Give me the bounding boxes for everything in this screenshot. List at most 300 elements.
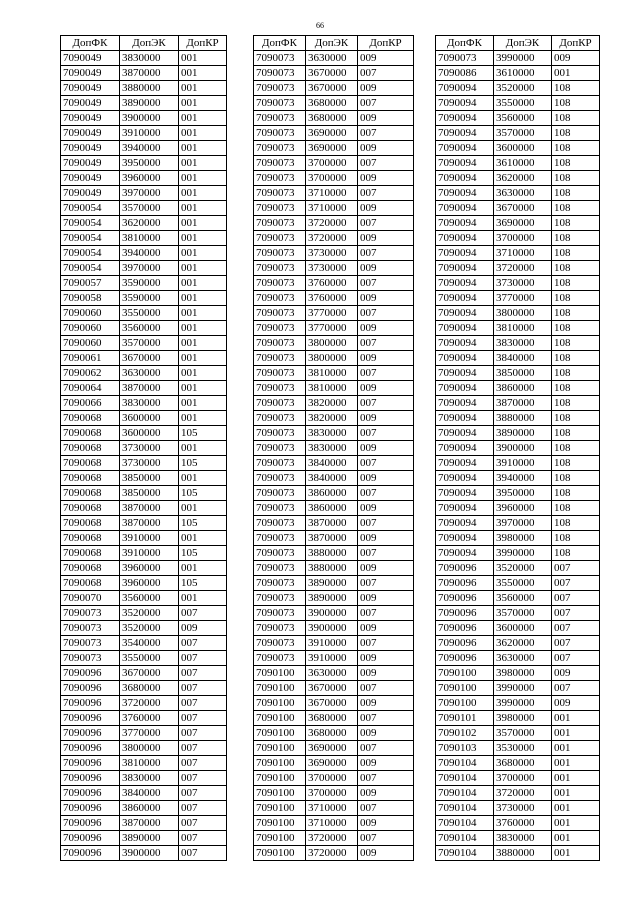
column-header-dopfk: ДопФК bbox=[254, 36, 306, 51]
cell-dopfk: 7090057 bbox=[61, 276, 120, 291]
cell-dopek: 3520000 bbox=[494, 561, 552, 576]
cell-dopkr: 009 bbox=[358, 111, 414, 126]
table-row bbox=[436, 426, 600, 441]
table-row bbox=[61, 411, 227, 426]
table-row bbox=[254, 396, 414, 411]
cell-dopfk: 7090054 bbox=[61, 246, 120, 261]
cell-dopkr: 105 bbox=[179, 426, 227, 441]
table-row bbox=[61, 621, 227, 636]
cell-dopfk: 7090096 bbox=[436, 651, 494, 666]
cell-dopek: 3720000 bbox=[306, 216, 358, 231]
table-row bbox=[436, 816, 600, 831]
cell-dopfk: 7090086 bbox=[436, 66, 494, 81]
cell-dopfk: 7090073 bbox=[254, 66, 306, 81]
table-row bbox=[61, 276, 227, 291]
cell-dopek: 3630000 bbox=[306, 51, 358, 66]
cell-dopkr: 001 bbox=[552, 801, 600, 816]
cell-dopek: 3690000 bbox=[494, 216, 552, 231]
cell-dopek: 3860000 bbox=[306, 501, 358, 516]
cell-dopkr: 009 bbox=[358, 666, 414, 681]
table-row bbox=[436, 351, 600, 366]
cell-dopkr: 001 bbox=[179, 591, 227, 606]
table-row bbox=[254, 426, 414, 441]
cell-dopfk: 7090073 bbox=[254, 636, 306, 651]
table-row bbox=[254, 711, 414, 726]
cell-dopfk: 7090073 bbox=[61, 651, 120, 666]
cell-dopek: 3520000 bbox=[494, 81, 552, 96]
cell-dopek: 3870000 bbox=[120, 66, 179, 81]
cell-dopfk: 7090049 bbox=[61, 66, 120, 81]
cell-dopfk: 7090100 bbox=[254, 726, 306, 741]
table-row bbox=[254, 246, 414, 261]
cell-dopkr: 108 bbox=[552, 546, 600, 561]
cell-dopkr: 108 bbox=[552, 276, 600, 291]
table-row bbox=[436, 471, 600, 486]
table-row bbox=[436, 186, 600, 201]
cell-dopkr: 007 bbox=[179, 651, 227, 666]
cell-dopfk: 7090100 bbox=[254, 681, 306, 696]
cell-dopkr: 009 bbox=[358, 261, 414, 276]
cell-dopfk: 7090094 bbox=[436, 486, 494, 501]
cell-dopfk: 7090094 bbox=[436, 396, 494, 411]
table-row bbox=[436, 291, 600, 306]
cell-dopfk: 7090073 bbox=[254, 531, 306, 546]
cell-dopek: 3800000 bbox=[306, 336, 358, 351]
cell-dopkr: 009 bbox=[358, 756, 414, 771]
cell-dopfk: 7090073 bbox=[254, 486, 306, 501]
cell-dopkr: 007 bbox=[552, 636, 600, 651]
cell-dopkr: 009 bbox=[358, 531, 414, 546]
table-row bbox=[254, 291, 414, 306]
cell-dopfk: 7090100 bbox=[254, 696, 306, 711]
cell-dopkr: 009 bbox=[358, 201, 414, 216]
table-row bbox=[436, 246, 600, 261]
cell-dopek: 3720000 bbox=[120, 696, 179, 711]
cell-dopfk: 7090073 bbox=[254, 441, 306, 456]
cell-dopek: 3710000 bbox=[306, 201, 358, 216]
cell-dopkr: 007 bbox=[179, 636, 227, 651]
cell-dopfk: 7090073 bbox=[254, 411, 306, 426]
cell-dopek: 3870000 bbox=[494, 396, 552, 411]
cell-dopek: 3550000 bbox=[120, 306, 179, 321]
table-row bbox=[254, 66, 414, 81]
cell-dopek: 3900000 bbox=[306, 621, 358, 636]
table-row bbox=[61, 471, 227, 486]
table-row bbox=[61, 126, 227, 141]
cell-dopek: 3700000 bbox=[306, 786, 358, 801]
cell-dopkr: 009 bbox=[358, 81, 414, 96]
cell-dopkr: 007 bbox=[179, 831, 227, 846]
cell-dopek: 3840000 bbox=[120, 786, 179, 801]
cell-dopkr: 108 bbox=[552, 411, 600, 426]
cell-dopkr: 001 bbox=[552, 711, 600, 726]
table-row bbox=[254, 351, 414, 366]
cell-dopfk: 7090073 bbox=[254, 576, 306, 591]
column-header-dopfk: ДопФК bbox=[61, 36, 120, 51]
cell-dopfk: 7090073 bbox=[254, 231, 306, 246]
cell-dopkr: 009 bbox=[358, 501, 414, 516]
cell-dopfk: 7090062 bbox=[61, 366, 120, 381]
cell-dopek: 3710000 bbox=[306, 816, 358, 831]
table-row bbox=[436, 276, 600, 291]
table-row bbox=[254, 801, 414, 816]
cell-dopek: 3610000 bbox=[494, 66, 552, 81]
cell-dopek: 3880000 bbox=[306, 546, 358, 561]
cell-dopek: 3700000 bbox=[494, 231, 552, 246]
cell-dopkr: 007 bbox=[358, 66, 414, 81]
table-row bbox=[254, 831, 414, 846]
cell-dopkr: 007 bbox=[179, 606, 227, 621]
cell-dopkr: 001 bbox=[179, 51, 227, 66]
cell-dopek: 3670000 bbox=[306, 66, 358, 81]
cell-dopkr: 105 bbox=[179, 576, 227, 591]
cell-dopfk: 7090064 bbox=[61, 381, 120, 396]
cell-dopek: 3850000 bbox=[120, 471, 179, 486]
cell-dopfk: 7090094 bbox=[436, 246, 494, 261]
cell-dopfk: 7090094 bbox=[436, 141, 494, 156]
cell-dopfk: 7090100 bbox=[254, 666, 306, 681]
cell-dopkr: 001 bbox=[552, 726, 600, 741]
table-row bbox=[61, 666, 227, 681]
cell-dopek: 3590000 bbox=[120, 276, 179, 291]
cell-dopfk: 7090096 bbox=[61, 771, 120, 786]
cell-dopek: 3830000 bbox=[306, 426, 358, 441]
table-row bbox=[436, 156, 600, 171]
cell-dopek: 3600000 bbox=[494, 621, 552, 636]
cell-dopfk: 7090094 bbox=[436, 471, 494, 486]
cell-dopek: 3550000 bbox=[494, 576, 552, 591]
cell-dopfk: 7090073 bbox=[61, 606, 120, 621]
cell-dopfk: 7090104 bbox=[436, 771, 494, 786]
table-row bbox=[254, 681, 414, 696]
cell-dopfk: 7090073 bbox=[61, 621, 120, 636]
table-row bbox=[436, 141, 600, 156]
cell-dopkr: 001 bbox=[179, 231, 227, 246]
cell-dopkr: 108 bbox=[552, 471, 600, 486]
cell-dopek: 3600000 bbox=[120, 411, 179, 426]
cell-dopfk: 7090073 bbox=[254, 186, 306, 201]
table-row bbox=[61, 546, 227, 561]
table-row bbox=[61, 636, 227, 651]
cell-dopkr: 001 bbox=[552, 66, 600, 81]
cell-dopkr: 007 bbox=[358, 546, 414, 561]
cell-dopfk: 7090094 bbox=[436, 411, 494, 426]
cell-dopek: 3680000 bbox=[494, 756, 552, 771]
cell-dopek: 3870000 bbox=[306, 531, 358, 546]
cell-dopkr: 108 bbox=[552, 306, 600, 321]
cell-dopek: 3770000 bbox=[306, 321, 358, 336]
cell-dopek: 3680000 bbox=[306, 96, 358, 111]
cell-dopkr: 108 bbox=[552, 426, 600, 441]
table-row bbox=[254, 276, 414, 291]
table-header-row bbox=[436, 36, 600, 51]
cell-dopek: 3910000 bbox=[306, 651, 358, 666]
table-row bbox=[61, 351, 227, 366]
cell-dopek: 3570000 bbox=[120, 201, 179, 216]
cell-dopfk: 7090068 bbox=[61, 531, 120, 546]
table-row bbox=[436, 336, 600, 351]
cell-dopek: 3720000 bbox=[306, 846, 358, 861]
cell-dopfk: 7090049 bbox=[61, 171, 120, 186]
cell-dopkr: 007 bbox=[179, 741, 227, 756]
cell-dopkr: 007 bbox=[358, 96, 414, 111]
cell-dopkr: 001 bbox=[179, 111, 227, 126]
cell-dopkr: 001 bbox=[179, 351, 227, 366]
cell-dopek: 3980000 bbox=[494, 666, 552, 681]
cell-dopkr: 001 bbox=[179, 396, 227, 411]
cell-dopkr: 108 bbox=[552, 366, 600, 381]
table-row bbox=[436, 231, 600, 246]
cell-dopkr: 009 bbox=[358, 696, 414, 711]
table-row bbox=[254, 846, 414, 861]
cell-dopkr: 007 bbox=[552, 621, 600, 636]
cell-dopkr: 108 bbox=[552, 111, 600, 126]
table-row bbox=[61, 786, 227, 801]
cell-dopek: 3950000 bbox=[494, 486, 552, 501]
cell-dopfk: 7090094 bbox=[436, 381, 494, 396]
table-row bbox=[254, 156, 414, 171]
table-row bbox=[61, 801, 227, 816]
cell-dopkr: 007 bbox=[358, 801, 414, 816]
cell-dopfk: 7090049 bbox=[61, 111, 120, 126]
table-row bbox=[436, 306, 600, 321]
cell-dopek: 3850000 bbox=[494, 366, 552, 381]
cell-dopfk: 7090094 bbox=[436, 96, 494, 111]
table-row bbox=[436, 126, 600, 141]
cell-dopkr: 108 bbox=[552, 456, 600, 471]
table-row bbox=[436, 786, 600, 801]
column-header-dopek: ДопЭК bbox=[120, 36, 179, 51]
table-row bbox=[61, 291, 227, 306]
cell-dopek: 3620000 bbox=[494, 636, 552, 651]
cell-dopkr: 001 bbox=[552, 816, 600, 831]
cell-dopek: 3570000 bbox=[494, 726, 552, 741]
cell-dopkr: 007 bbox=[358, 606, 414, 621]
cell-dopkr: 009 bbox=[358, 171, 414, 186]
cell-dopek: 3990000 bbox=[494, 546, 552, 561]
table-row bbox=[254, 381, 414, 396]
cell-dopek: 3890000 bbox=[120, 96, 179, 111]
table-row bbox=[436, 681, 600, 696]
cell-dopkr: 001 bbox=[179, 81, 227, 96]
table-row bbox=[254, 126, 414, 141]
cell-dopek: 3880000 bbox=[494, 846, 552, 861]
cell-dopkr: 108 bbox=[552, 321, 600, 336]
cell-dopek: 3730000 bbox=[306, 246, 358, 261]
cell-dopkr: 009 bbox=[552, 696, 600, 711]
cell-dopfk: 7090094 bbox=[436, 426, 494, 441]
cell-dopek: 3700000 bbox=[306, 771, 358, 786]
cell-dopek: 3810000 bbox=[306, 381, 358, 396]
table-row bbox=[254, 141, 414, 156]
cell-dopfk: 7090096 bbox=[61, 666, 120, 681]
table-row bbox=[61, 531, 227, 546]
table-row bbox=[254, 666, 414, 681]
table-body bbox=[61, 51, 227, 861]
cell-dopfk: 7090073 bbox=[254, 156, 306, 171]
column-header-dopkr: ДопКР bbox=[358, 36, 414, 51]
cell-dopfk: 7090096 bbox=[61, 816, 120, 831]
table-row bbox=[436, 396, 600, 411]
cell-dopkr: 007 bbox=[358, 246, 414, 261]
cell-dopek: 3720000 bbox=[306, 231, 358, 246]
table-row bbox=[436, 606, 600, 621]
table-row bbox=[61, 771, 227, 786]
cell-dopkr: 108 bbox=[552, 441, 600, 456]
cell-dopek: 3700000 bbox=[306, 156, 358, 171]
cell-dopkr: 001 bbox=[179, 96, 227, 111]
cell-dopek: 3620000 bbox=[120, 216, 179, 231]
table-row bbox=[61, 816, 227, 831]
cell-dopfk: 7090104 bbox=[436, 846, 494, 861]
cell-dopkr: 009 bbox=[358, 291, 414, 306]
cell-dopfk: 7090073 bbox=[254, 336, 306, 351]
table-row bbox=[254, 756, 414, 771]
cell-dopek: 3690000 bbox=[306, 141, 358, 156]
table-row bbox=[61, 156, 227, 171]
cell-dopkr: 001 bbox=[179, 501, 227, 516]
cell-dopek: 3810000 bbox=[120, 231, 179, 246]
cell-dopkr: 007 bbox=[179, 711, 227, 726]
cell-dopfk: 7090068 bbox=[61, 471, 120, 486]
cell-dopfk: 7090073 bbox=[254, 456, 306, 471]
cell-dopfk: 7090060 bbox=[61, 321, 120, 336]
cell-dopfk: 7090101 bbox=[436, 711, 494, 726]
cell-dopek: 3690000 bbox=[306, 756, 358, 771]
table-row bbox=[61, 756, 227, 771]
cell-dopek: 3730000 bbox=[494, 276, 552, 291]
cell-dopfk: 7090073 bbox=[254, 141, 306, 156]
cell-dopek: 3890000 bbox=[306, 591, 358, 606]
cell-dopek: 3530000 bbox=[494, 741, 552, 756]
cell-dopek: 3540000 bbox=[120, 636, 179, 651]
cell-dopkr: 009 bbox=[358, 846, 414, 861]
cell-dopfk: 7090073 bbox=[254, 276, 306, 291]
cell-dopek: 3600000 bbox=[120, 426, 179, 441]
cell-dopek: 3940000 bbox=[120, 246, 179, 261]
cell-dopek: 3590000 bbox=[120, 291, 179, 306]
cell-dopek: 3760000 bbox=[306, 276, 358, 291]
cell-dopfk: 7090100 bbox=[254, 801, 306, 816]
cell-dopek: 3960000 bbox=[120, 576, 179, 591]
cell-dopkr: 108 bbox=[552, 501, 600, 516]
cell-dopfk: 7090096 bbox=[61, 801, 120, 816]
cell-dopkr: 001 bbox=[552, 846, 600, 861]
cell-dopfk: 7090094 bbox=[436, 516, 494, 531]
cell-dopfk: 7090096 bbox=[61, 786, 120, 801]
cell-dopfk: 7090100 bbox=[436, 666, 494, 681]
cell-dopfk: 7090104 bbox=[436, 831, 494, 846]
cell-dopfk: 7090054 bbox=[61, 201, 120, 216]
cell-dopkr: 108 bbox=[552, 336, 600, 351]
table-row bbox=[436, 741, 600, 756]
cell-dopfk: 7090073 bbox=[254, 246, 306, 261]
table-row bbox=[254, 216, 414, 231]
table-row bbox=[61, 501, 227, 516]
cell-dopkr: 009 bbox=[358, 726, 414, 741]
cell-dopek: 3950000 bbox=[120, 156, 179, 171]
table-row bbox=[61, 516, 227, 531]
cell-dopfk: 7090049 bbox=[61, 81, 120, 96]
cell-dopkr: 007 bbox=[358, 711, 414, 726]
cell-dopkr: 007 bbox=[358, 366, 414, 381]
cell-dopek: 3760000 bbox=[494, 816, 552, 831]
table-row bbox=[436, 51, 600, 66]
table-row bbox=[436, 771, 600, 786]
cell-dopek: 3880000 bbox=[120, 81, 179, 96]
table-row bbox=[61, 261, 227, 276]
cell-dopfk: 7090054 bbox=[61, 231, 120, 246]
cell-dopfk: 7090094 bbox=[436, 456, 494, 471]
cell-dopkr: 007 bbox=[179, 846, 227, 861]
cell-dopek: 3830000 bbox=[120, 51, 179, 66]
cell-dopfk: 7090096 bbox=[436, 561, 494, 576]
cell-dopfk: 7090049 bbox=[61, 126, 120, 141]
cell-dopkr: 007 bbox=[552, 606, 600, 621]
table-row bbox=[61, 456, 227, 471]
cell-dopek: 3960000 bbox=[120, 171, 179, 186]
cell-dopfk: 7090068 bbox=[61, 561, 120, 576]
cell-dopfk: 7090073 bbox=[254, 321, 306, 336]
cell-dopkr: 108 bbox=[552, 81, 600, 96]
data-table-left bbox=[60, 35, 227, 861]
cell-dopek: 3990000 bbox=[494, 51, 552, 66]
cell-dopkr: 007 bbox=[552, 591, 600, 606]
cell-dopfk: 7090094 bbox=[436, 201, 494, 216]
cell-dopek: 3870000 bbox=[120, 816, 179, 831]
cell-dopfk: 7090094 bbox=[436, 366, 494, 381]
cell-dopek: 3970000 bbox=[120, 261, 179, 276]
cell-dopek: 3840000 bbox=[306, 471, 358, 486]
cell-dopek: 3870000 bbox=[306, 516, 358, 531]
cell-dopek: 3830000 bbox=[494, 336, 552, 351]
table-row bbox=[61, 591, 227, 606]
table-row bbox=[436, 846, 600, 861]
table-row bbox=[436, 111, 600, 126]
cell-dopfk: 7090100 bbox=[254, 816, 306, 831]
cell-dopkr: 001 bbox=[179, 321, 227, 336]
table-header-row bbox=[254, 36, 414, 51]
cell-dopkr: 007 bbox=[358, 681, 414, 696]
cell-dopek: 3680000 bbox=[306, 726, 358, 741]
cell-dopkr: 108 bbox=[552, 216, 600, 231]
cell-dopek: 3940000 bbox=[120, 141, 179, 156]
table-row bbox=[436, 591, 600, 606]
cell-dopek: 3730000 bbox=[306, 261, 358, 276]
table-row bbox=[61, 81, 227, 96]
cell-dopek: 3690000 bbox=[306, 126, 358, 141]
cell-dopek: 3770000 bbox=[306, 306, 358, 321]
cell-dopek: 3900000 bbox=[120, 846, 179, 861]
cell-dopkr: 108 bbox=[552, 171, 600, 186]
cell-dopfk: 7090100 bbox=[254, 711, 306, 726]
cell-dopkr: 009 bbox=[358, 381, 414, 396]
cell-dopkr: 007 bbox=[358, 126, 414, 141]
cell-dopkr: 108 bbox=[552, 156, 600, 171]
table-row bbox=[254, 231, 414, 246]
cell-dopkr: 007 bbox=[179, 786, 227, 801]
table-row bbox=[254, 411, 414, 426]
cell-dopek: 3910000 bbox=[120, 126, 179, 141]
table-body bbox=[436, 51, 600, 861]
cell-dopkr: 108 bbox=[552, 291, 600, 306]
table-row bbox=[254, 96, 414, 111]
cell-dopkr: 007 bbox=[358, 771, 414, 786]
cell-dopkr: 001 bbox=[179, 186, 227, 201]
cell-dopfk: 7090100 bbox=[254, 756, 306, 771]
cell-dopfk: 7090096 bbox=[436, 621, 494, 636]
cell-dopkr: 001 bbox=[179, 306, 227, 321]
